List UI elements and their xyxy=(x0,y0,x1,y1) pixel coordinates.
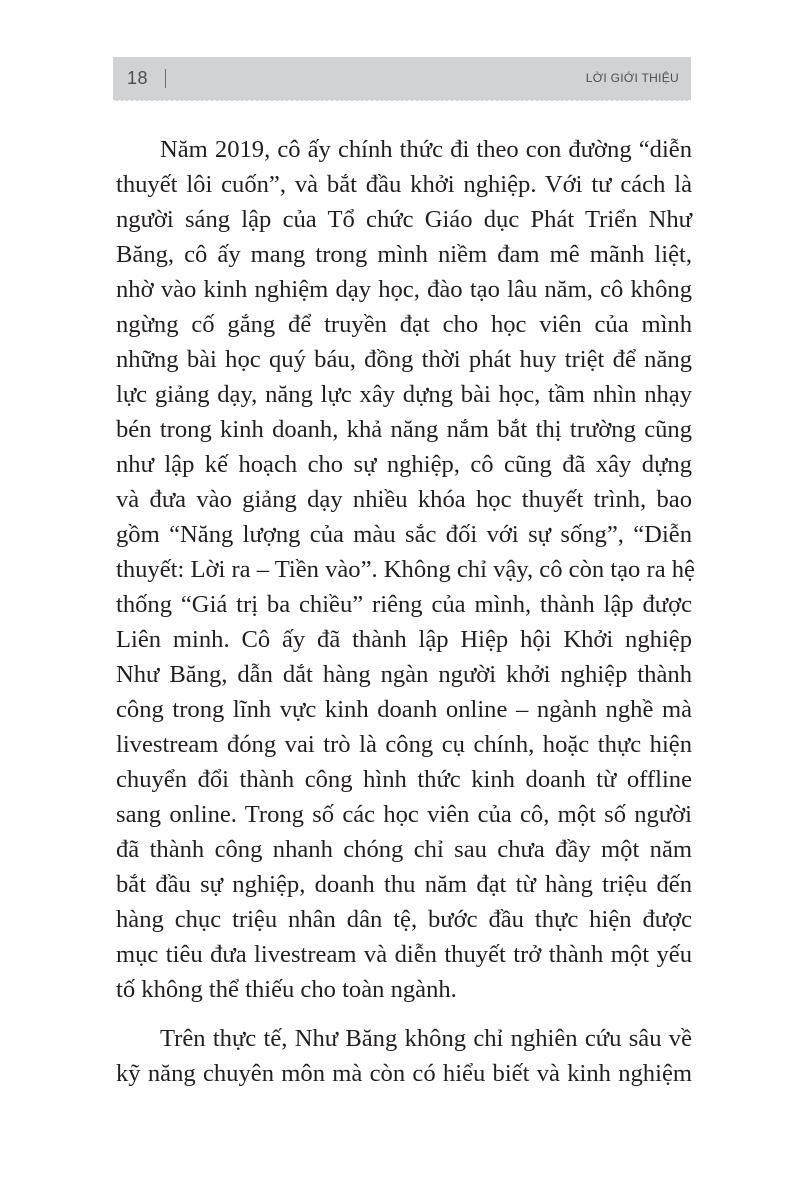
text-line: Liên minh. Cô ấy đã thành lập Hiệp hội Khởi nghiệp xyxy=(116,626,692,653)
text-line: sang online. Trong số các học viên của cô, một số người xyxy=(116,801,692,828)
text-line: chuyển đổi thành công hình thức kinh doanh từ offline xyxy=(116,766,692,793)
paragraph-gap xyxy=(116,1007,692,1021)
body-text xyxy=(116,132,695,1091)
paragraph-2 xyxy=(116,1021,692,1091)
header-divider xyxy=(165,69,166,88)
text-line: Trên thực tế, Như Băng không chỉ nghiên cứu sâu về xyxy=(160,1025,692,1052)
text-line: ngừng cố gắng để truyền đạt cho học viên của mình xyxy=(116,311,692,338)
text-line: gồm “Năng lượng của màu sắc đối với sự sống”, “Diễn xyxy=(116,521,692,548)
text-line: kỹ năng chuyên môn mà còn có hiểu biết và kinh nghiệm xyxy=(116,1060,692,1087)
text-line: người sáng lập của Tổ chức Giáo dục Phát Triển Như xyxy=(116,206,692,233)
text-line: thống “Giá trị ba chiều” riêng của mình, thành lập được xyxy=(116,591,692,618)
text-line: bắt đầu sự nghiệp, doanh thu năm đạt từ hàng triệu đến xyxy=(116,871,692,898)
text-line: đã thành công nhanh chóng chỉ sau chưa đầy một năm xyxy=(116,836,692,863)
page-number: 18 xyxy=(127,68,149,88)
text-line: nhờ vào kinh nghiệm dạy học, đào tạo lâu năm, cô không xyxy=(116,276,692,303)
text-line: và đưa vào giảng dạy nhiều khóa học thuyết trình, bao xyxy=(116,486,692,513)
text-line: Như Băng, dẫn dắt hàng ngàn người khởi nghiệp thành xyxy=(116,661,692,688)
text-line: thuyết lôi cuốn”, và bắt đầu khởi nghiệp. Với tư cách là xyxy=(116,171,692,198)
text-line: như lập kế hoạch cho sự nghiệp, cô cũng đã xây dựng xyxy=(116,451,692,478)
text-line: công trong lĩnh vực kinh doanh online – ngành nghề mà xyxy=(116,696,692,723)
text-line: mục tiêu đưa livestream và diễn thuyết trở thành một yếu xyxy=(116,941,692,968)
text-line: hàng chục triệu nhân dân tệ, bước đầu thực hiện được xyxy=(116,906,692,933)
text-line: tố không thể thiếu cho toàn ngành. xyxy=(116,976,457,1003)
text-line: Băng, cô ấy mang trong mình niềm đam mê mãnh liệt, xyxy=(116,241,692,268)
text-line: lực giảng dạy, năng lực xây dựng bài học, tầm nhìn nhạy xyxy=(116,381,692,408)
running-header xyxy=(113,57,691,101)
text-line: Năm 2019, cô ấy chính thức đi theo con đường “diễn xyxy=(160,136,692,163)
text-line: bén trong kinh doanh, khả năng nắm bắt thị trường cũng xyxy=(116,416,692,443)
text-line: thuyết: Lời ra – Tiền vào”. Không chỉ vậy, cô còn tạo ra hệ xyxy=(116,556,695,583)
text-line: những bài học quý báu, đồng thời phát huy triệt để năng xyxy=(116,346,692,373)
paragraph-1 xyxy=(116,132,695,1007)
text-line: livestream đóng vai trò là công cụ chính, hoặc thực hiện xyxy=(116,731,692,758)
section-title: LỜI GIỚI THIỆU xyxy=(585,71,679,85)
